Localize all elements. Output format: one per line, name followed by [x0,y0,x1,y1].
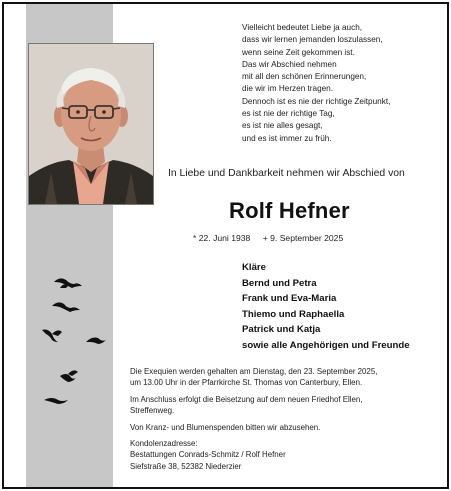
mourners-list [242,260,410,354]
service-information [130,366,444,477]
bird-icon [54,278,82,288]
poem-line: Das wir Abschied nehmen [242,59,337,69]
mourner-entry: Patrick und Katja [242,324,321,336]
mourner-entry: sowie alle Angehörigen und Freunde [242,339,410,351]
address-label: Kondolenzadresse: [130,439,198,449]
poem-line: es ist nie der richtige Tag, [242,109,335,119]
life-dates [193,233,353,243]
birth-date: * 22. Juni 1938 [193,233,251,243]
poem-line: Vielleicht bedeutet Liebe ja auch, [242,23,363,32]
poem-line: die wir im Herzen tragen. [242,84,334,94]
exequien-line: Die Exequien werden gehalten am Dienstag, den 23. September 2025, [130,367,378,376]
poem-line: wenn seine Zeit gekommen ist. [242,47,355,57]
burial-paragraph [130,394,444,417]
burial-line: Im Anschluss erfolgt die Beisetzung auf dem neuen Friedhof Ellen, [130,394,363,404]
donations-paragraph: Von Kranz- und Blumenspenden bitten wir abzusehen. [130,422,321,432]
bird-icon [52,302,80,312]
exequien-line: um 13.00 Uhr in der Pfarrkirche St. Thomas von Canterbury, Ellen. [130,378,363,388]
address-line: Bestattungen Conrads-Schmitz / Rolf Hefner [130,450,286,460]
bird-icon [44,398,68,404]
mourner-entry: Thiemo und Raphaella [242,308,345,320]
portrait-photo [28,43,154,205]
poem-line: und es ist immer zu früh. [242,133,332,143]
burial-line: Streffenweg. [130,406,175,416]
mourner-entry: Frank und Eva-Maria [242,293,337,305]
poem-line: mit all den schönen Erinnerungen, [242,72,367,82]
death-date: + 9. September 2025 [262,233,344,243]
farewell-intro: In Liebe und Dankbarkeit nehmen wir Abschied von [168,168,405,179]
bird-icon [60,374,76,382]
address-line: Siefstraße 38, 52382 Niederzier [130,461,242,471]
mourner-entry: Bernd und Petra [242,277,317,289]
exequien-paragraph [130,366,444,389]
flying-birds-icon [38,276,118,416]
portrait-illustration [29,44,153,204]
poem-line: Dennoch ist es nie der richtige Zeitpunkt, [242,96,391,106]
mourner-entry: Kläre [242,262,266,273]
poem-line: es ist nie alles gesagt, [242,121,323,131]
deceased-name: Rolf Hefner [229,198,350,223]
memorial-poem [242,22,390,145]
obituary-card [2,2,449,489]
condolence-address [130,438,444,472]
bird-icon [86,338,106,345]
poem-line: dass wir lernen jemanden loszulassen, [242,35,383,45]
